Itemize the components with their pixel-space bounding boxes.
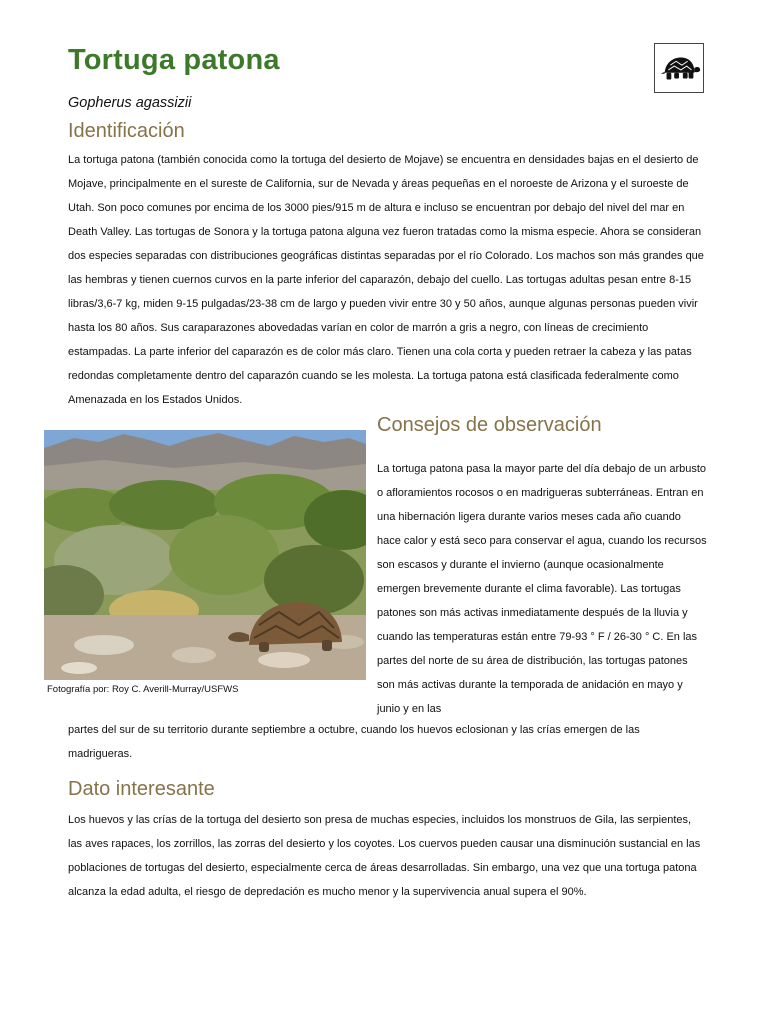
viewing-tips-text: La tortuga patona pasa la mayor parte del día debajo de un arbusto o afloramientos rocosos o en madrigueras subterráneas. Entran en una hibernación ligera durante varios meses cada año cuando hace calor y está seco para conservar el agua, cuando los recursos son escasos y durante el invierno (aunque ocasionalmente emergen brevemente durante el clima favorable). Las tortugas patones son más activas inmediatamente después de la lluvia y cuando las temperaturas están entre 79-93 ° F / 26-30 ° C. En las partes del norte de su área de distribución, las tortugas patones son más activas durante la temporada de anidación en mayo y junio y en las [377,463,707,715]
viewing-tips-text-continued: partes del sur de su territorio durante septiembre a octubre, cuando los huevos eclosionan y las crías emergen de las madrigueras. [68,724,640,760]
identification-text: La tortuga patona (también conocida como la tortuga del desierto de Mojave) se encuentra en densidades bajas en el desierto de Mojave, principalmente en el sureste de California, sur de Nevada y áreas pequeñas en el noroeste de Arizona y el suroeste de Utah. Son poco comunes por encima de los 3000 pies/915 m de altura e incluso se encuentran por debajo del nivel del mar en Death Valley. Las tortugas de Sonora y la tortuga patona alguna vez fueron tratadas como la misma especie. Ahora se consideran dos especies separadas con distribuciones geográficas distintas separadas por el río Colorado. Los machos son más grandes que las hembras y tienen cuernos curvos en la parte inferior del caparazón, debajo del cuello. Las tortugas adultas pesan entre 8-15 libras/3,6-7 kg, miden 9-15 pulgadas/23-38 cm de largo y pueden vivir entre 30 y 50 años, aunque algunas personas pueden vivir hasta los 80 años. Sus caraparazones abovedadas varían en color de marrón a gris a negro, con líneas de crecimiento estampadas. La parte inferior del caparazón es de color más claro. Tienen una cola corta y pueden retraer la cabeza y las patas redondas completamente dentro del caparazón cuando se les molesta. La tortuga patona está clasificada federalmente como Amenazada en los Estados Unidos. [68,154,704,406]
fun-fact-text: Los huevos y las crías de la tortuga del desierto son presa de muchas especies, incluidos los monstruos de Gila, las serpientes, las aves rapaces, los zorrillos, las zorras del desierto y los coyotes. Los cuervos pueden causar una disminución sustancial en las poblaciones de tortugas del desierto, especialmente cerca de áreas desarrolladas. Sin embargo, una vez que una tortuga patona alcanza la edad adulta, el riesgo de depredación es mucho menor y la supervivencia anual supera el 90%. [68,814,701,898]
page-title: Tortuga patona [68,44,280,76]
scientific-name: Gopherus agassizii [68,95,192,111]
photo-caption: Fotografía por: Roy C. Averill-Murray/USFWS [47,684,239,695]
section-heading-identification: Identificación [68,120,185,142]
section-heading-fun-fact: Dato interesante [68,778,215,800]
section-heading-viewing-tips: Consejos de observación [377,414,602,436]
tortoise-photo [44,430,366,680]
tortoise-icon [654,43,704,93]
